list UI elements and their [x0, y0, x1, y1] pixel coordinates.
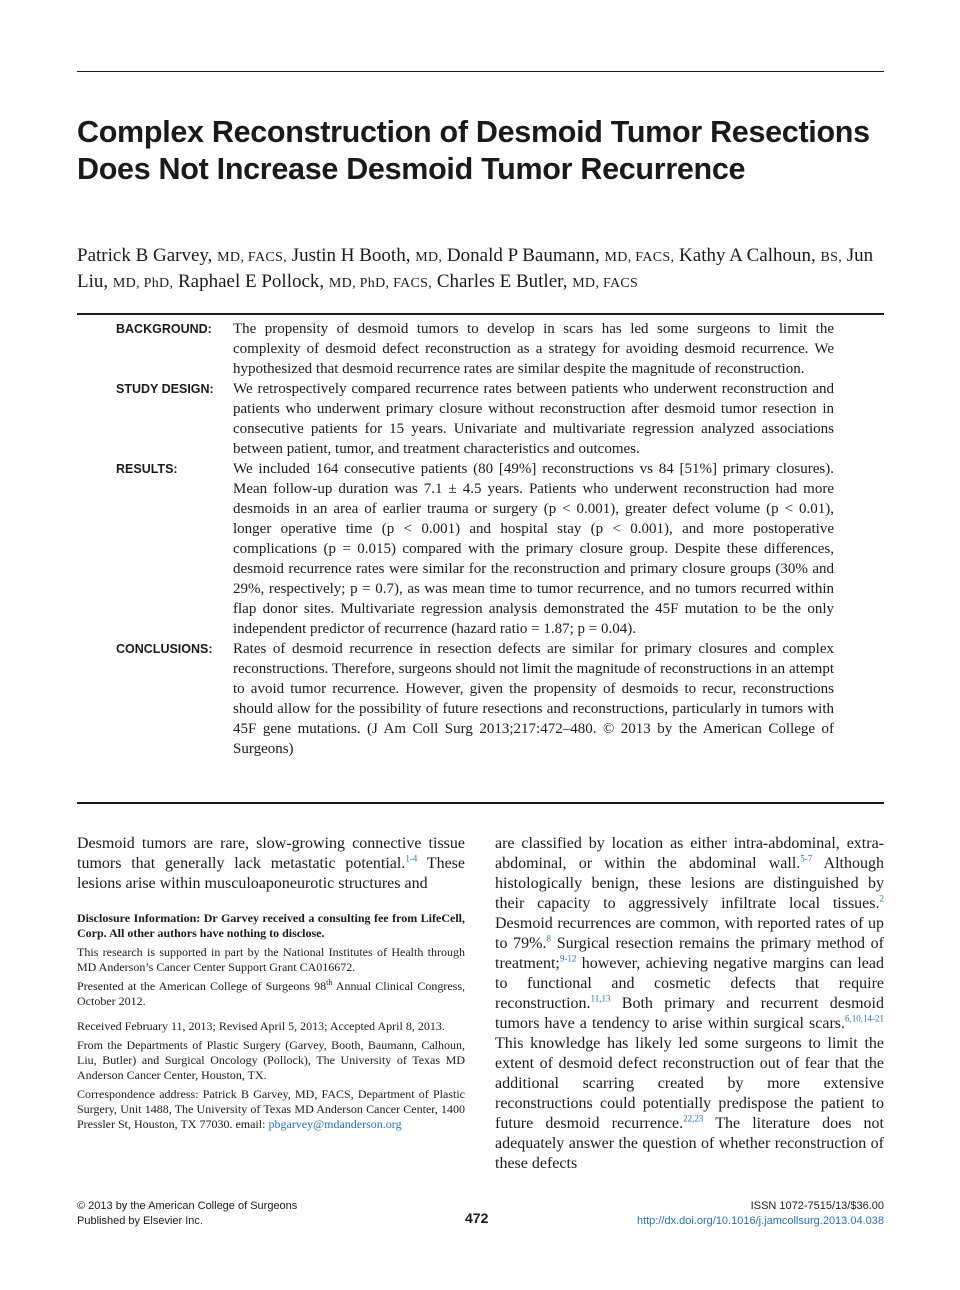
- author-name: Justin H Booth,: [291, 245, 411, 266]
- abstract-study-design: [77, 379, 884, 459]
- citation-link[interactable]: 1-4: [405, 853, 418, 864]
- author-name: Raphael E Pollock,: [178, 271, 325, 292]
- section-text: The propensity of desmoid tumors to develop in scars has led some surgeons to limit the complexity of desmoid defect reconstruction as a strategy for avoiding desmoid recurrence. We hypothesized that desmoid recurrence rates are similar despite the magnitude of reconstruction.: [233, 321, 834, 377]
- author-degrees: MD, PhD,: [112, 276, 174, 291]
- author-degrees: MD, FACS,: [604, 250, 675, 265]
- doi-link[interactable]: http://dx.doi.org/10.1016/j.jamcollsurg.2013.04.038: [636, 1215, 884, 1227]
- page-number: 472: [465, 1210, 489, 1226]
- citation-link[interactable]: 9-12: [559, 953, 577, 964]
- author-degrees: MD,: [415, 250, 443, 265]
- intro-paragraph: Desmoid tumors are rare, slow-growing connective tissue tumors that generally lack metastatic potential.$^{1-4}$ These lesions arise within musculoaponeurotic structures and: [77, 835, 465, 892]
- citation-link[interactable]: 2: [879, 893, 884, 904]
- section-text: We retrospectively compared recurrence rates between patients who underwent reconstruction and patients who underwent primary closure without reconstruction after desmoid tumor resection in consecutive patients for 15 years. Univariate and multivariate regression analyzed associations between patient, tumor, and treatment characteristics and outcomes.: [233, 381, 834, 457]
- section-label: RESULTS:: [116, 462, 178, 476]
- citation-link[interactable]: 22,23: [683, 1113, 704, 1124]
- footer-right: [637, 1199, 884, 1229]
- author-name: Jun Liu,: [77, 245, 874, 292]
- citation-link[interactable]: 8: [546, 933, 551, 944]
- correspondence-note: Correspondence address: Patrick B Garvey, MD, FACS, Department of Plastic Surgery, Unit 1488, The University of Texas MD Anderson Cancer Center, 1400 Pressler St, Houston, TX 77030. email: pbgarvey@mdanderson.org: [77, 1087, 465, 1131]
- section-text: Rates of desmoid recurrence in resection defects are similar for primary closures and complex reconstructions. Therefore, surgeons should not limit the magnitude of reconstructions in an attempt to avoid tumor recurrence. However, given the propensity of desmoids to recur, reconstructions should allow for the possibility of future resections and reconstructions, particularly in tumors with 45F gene mutations. (J Am Coll Surg 2013;217:472–480. © 2013 by the American College of Surgeons): [233, 641, 834, 757]
- author-name: Kathy A Calhoun,: [679, 245, 816, 266]
- issn-text: ISSN 1072-7515/13/$36.00: [750, 1200, 884, 1212]
- top-rule: [77, 71, 884, 72]
- affiliation-note: From the Departments of Plastic Surgery (Garvey, Booth, Baumann, Calhoun, Liu, Butler) and Surgical Oncology (Pollock), The University of Texas MD Anderson Cancer Center, Houston, TX.: [77, 1038, 465, 1082]
- citation-link[interactable]: 6,10,14-21: [845, 1013, 884, 1024]
- email-link[interactable]: pbgarvey@mdanderson.org: [268, 1117, 402, 1131]
- abstract-top-rule: [77, 313, 884, 315]
- abstract: [77, 319, 884, 759]
- section-text: We included 164 consecutive patients (80 [49%] reconstructions vs 84 [51%] primary closures). Mean follow-up duration was 7.1 ± 4.5 years. Patients who underwent reconstruction had more desmoids in an area of earlier trauma or surgery (p < 0.001), greater defect volume (p < 0.01), longer operative time (p < 0.001) and hospital stay (p < 0.001), and more postoperative complications (p = 0.015) compared with the primary closure group. Despite these differences, desmoid recurrence rates were similar for the reconstruction and primary closure groups (30% and 29%, respectively; p = 0.7), as was mean time to tumor recurrence, and no tumors recurred within flap donor sites. Multivariate regression analysis demonstrated the 45F mutation to be the only independent predictor of recurrence (hazard ratio = 1.87; p = 0.04).: [233, 461, 834, 637]
- received-note: Received February 11, 2013; Revised April 5, 2013; Accepted April 8, 2013.: [77, 1019, 445, 1033]
- author-degrees: MD, FACS,: [217, 250, 287, 265]
- citation-link[interactable]: 11,13: [590, 993, 611, 1004]
- author-list: [77, 244, 887, 296]
- presented-note: Presented at the American College of Surgeons 98th Annual Clinical Congress, October 2012.: [77, 978, 465, 1008]
- footer-left: [77, 1199, 297, 1229]
- abstract-background: [77, 319, 884, 379]
- author-name: Charles E Butler,: [436, 271, 568, 292]
- copyright-text: © 2013 by the American College of Surgeons: [77, 1200, 298, 1212]
- author-degrees: BS,: [820, 250, 843, 265]
- section-label: STUDY DESIGN:: [116, 382, 214, 396]
- body-paragraph: are classified by location as either intra-abdominal, extra-abdominal, or within the abdominal wall.$^{5-7}$ Although histologically benign, these lesions are distinguished by their capacity to aggressively infiltrate local tissues.$^2$ Desmoid recurrences are common, with reported rates of up to 79%.$^8$ Surgical resection remains the primary method of treatment;$^{9-12}$ however, achieving negative margins can lead to functional and cosmetic defects that require reconstruction.$^{11,13}$ Both primary and recurrent desmoid tumors have a tendency to arise within surgical scars.$^{6,10,14-21}$ This knowledge has likely led some surgeons to limit the extent of desmoid defect reconstruction out of fear that the additional scarring created by more extensive reconstructions could potentially predispose the patient to future desmoid recurrence.$^{22,23}$ The literature does not adequately answer the question of whether reconstruction of these defects: [495, 835, 885, 1172]
- abstract-results: [77, 459, 884, 639]
- right-column: [495, 834, 884, 1174]
- publisher-text: Published by Elsevier Inc.: [77, 1215, 203, 1227]
- abstract-bottom-rule: [77, 802, 884, 804]
- section-label: BACKGROUND:: [116, 322, 212, 336]
- article-notes: [77, 911, 465, 1132]
- citation-link[interactable]: 5-7: [800, 853, 813, 864]
- left-column: [77, 834, 465, 1136]
- author-name: Donald P Baumann,: [446, 245, 600, 266]
- author-name: Patrick B Garvey,: [77, 245, 213, 266]
- article-title: Complex Reconstruction of Desmoid Tumor Resections Does Not Increase Desmoid Tumor Recurrence: [77, 115, 870, 186]
- section-label: CONCLUSIONS:: [116, 642, 213, 656]
- abstract-conclusions: [77, 639, 884, 759]
- disclosure-note: Disclosure Information: Dr Garvey received a consulting fee from LifeCell, Corp. All other authors have nothing to disclose.: [77, 911, 465, 940]
- funding-note: This research is supported in part by the National Institutes of Health through MD Anderson’s Cancer Center Support Grant CA016672.: [77, 945, 465, 974]
- author-degrees: MD, PhD, FACS,: [328, 276, 433, 291]
- author-degrees: MD, FACS: [572, 276, 639, 291]
